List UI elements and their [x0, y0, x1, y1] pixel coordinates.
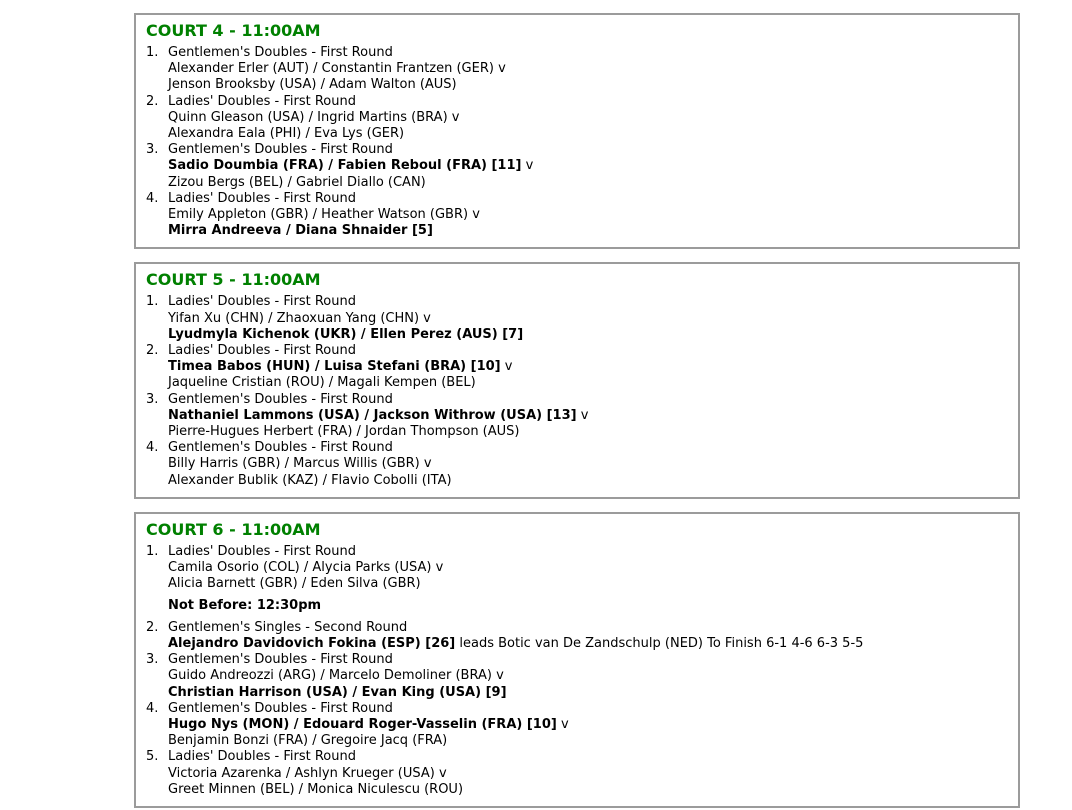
team-line	[168, 223, 1008, 239]
match-number: 1.	[146, 45, 159, 60]
team-text: v	[576, 407, 589, 423]
match-listing	[146, 440, 1008, 489]
match-event: Gentlemen's Doubles - First Round	[168, 391, 393, 407]
match-number: 3.	[146, 652, 159, 668]
court-box-4	[134, 13, 1020, 249]
team-line	[168, 782, 1008, 798]
seeded-team: Lyudmyla Kichenok (UKR) / Ellen Perez (AUS) [7]	[168, 326, 524, 342]
not-before-note: Not Before: 12:30pm	[168, 598, 322, 614]
match-number: 4.	[146, 190, 159, 206]
team-line	[168, 207, 1008, 223]
match-event: Gentlemen's Doubles - First Round	[168, 700, 393, 716]
team-line	[168, 560, 1008, 576]
match-number: 1.	[146, 543, 159, 559]
team-line	[168, 61, 1008, 77]
match-event: Gentlemen's Doubles - First Round	[168, 652, 393, 668]
team-line	[168, 766, 1008, 782]
seeded-team: Nathaniel Lammons (USA) / Jackson Withrow (USA) [13]	[168, 407, 577, 423]
match-number: 5.	[146, 749, 159, 765]
match-event: Ladies' Doubles - First Round	[168, 190, 356, 206]
match-number: 2.	[146, 619, 159, 635]
team-text: Benjamin Bonzi (FRA) / Gregoire Jacq (FRA)	[168, 733, 448, 749]
match-number: 4.	[146, 700, 159, 716]
team-line	[168, 327, 1008, 343]
court-box-6	[134, 512, 1020, 808]
match-listing	[146, 620, 1008, 652]
match-event: Gentlemen's Doubles - First Round	[168, 440, 393, 456]
team-line	[168, 77, 1008, 93]
team-text: Yifan Xu (CHN) / Zhaoxuan Yang (CHN) v	[168, 310, 431, 326]
match-event: Gentlemen's Doubles - First Round	[168, 45, 393, 60]
match-number: 3.	[146, 391, 159, 407]
seeded-team: Christian Harrison (USA) / Evan King (USA) [9]	[168, 684, 507, 700]
match-listing	[146, 749, 1008, 798]
team-line	[168, 456, 1008, 472]
match-listing	[146, 544, 1008, 620]
team-text: Zizou Bergs (BEL) / Gabriel Diallo (CAN)	[168, 174, 426, 190]
team-text: Emily Appleton (GBR) / Heather Watson (GBR) v	[168, 207, 480, 223]
seeded-team: Timea Babos (HUN) / Luisa Stefani (BRA) [10]	[168, 359, 501, 375]
match-number: 3.	[146, 142, 159, 158]
team-line	[168, 576, 1008, 592]
team-text: Victoria Azarenka / Ashlyn Krueger (USA) v	[168, 765, 447, 781]
match-listing	[146, 652, 1008, 701]
seeded-team: Sadio Doumbia (FRA) / Fabien Reboul (FRA) [11]	[168, 158, 522, 174]
court-header: COURT 4 - 11:00AM	[146, 21, 321, 40]
team-text: v	[500, 359, 513, 375]
team-line	[168, 717, 1008, 733]
court-header: COURT 5 - 11:00AM	[146, 270, 321, 290]
seeded-team: Mirra Andreeva / Diana Shnaider [5]	[168, 223, 433, 239]
match-number: 2.	[146, 343, 159, 359]
team-line	[168, 473, 1008, 489]
team-line	[168, 733, 1008, 749]
match-event: Gentlemen's Doubles - First Round	[168, 142, 393, 158]
team-text: leads Botic van De Zandschulp (NED) To Finish 6-1 4-6 6-3 5-5	[455, 635, 864, 651]
team-line	[168, 158, 1008, 174]
match-event: Ladies' Doubles - First Round	[168, 93, 356, 109]
team-line	[168, 311, 1008, 327]
match-listing	[146, 45, 1008, 94]
team-text: Alexander Erler (AUT) / Constantin Frantzen (GER) v	[168, 61, 506, 77]
match-number: 4.	[146, 440, 159, 456]
team-text: Greet Minnen (BEL) / Monica Niculescu (ROU)	[168, 781, 464, 797]
match-number: 1.	[146, 294, 159, 310]
team-text: v	[556, 716, 569, 732]
team-line	[168, 359, 1008, 375]
team-text: Billy Harris (GBR) / Marcus Willis (GBR) v	[168, 456, 432, 472]
team-text: Jenson Brooksby (USA) / Adam Walton (AUS)	[168, 77, 457, 93]
match-event: Ladies' Doubles - First Round	[168, 749, 356, 765]
match-listing	[146, 392, 1008, 441]
match-event: Ladies' Doubles - First Round	[168, 343, 356, 359]
team-line	[168, 175, 1008, 191]
match-listing	[146, 142, 1008, 191]
team-line	[168, 375, 1008, 391]
team-line	[168, 668, 1008, 684]
court-box-5	[134, 262, 1020, 498]
team-text: Alicia Barnett (GBR) / Eden Silva (GBR)	[168, 576, 421, 592]
team-text: v	[521, 158, 534, 174]
match-number: 2.	[146, 93, 159, 109]
team-text: Guido Andreozzi (ARG) / Marcelo Demoliner (BRA) v	[168, 668, 504, 684]
team-line	[168, 110, 1008, 126]
team-line	[168, 636, 1008, 652]
team-line	[168, 424, 1008, 440]
team-text: Pierre-Hugues Herbert (FRA) / Jordan Thompson (AUS)	[168, 424, 520, 440]
match-listing	[146, 701, 1008, 750]
team-text: Quinn Gleason (USA) / Ingrid Martins (BRA) v	[168, 109, 460, 125]
team-line	[168, 408, 1008, 424]
match-listing	[146, 343, 1008, 392]
seeded-team: Hugo Nys (MON) / Edouard Roger-Vasselin (FRA) [10]	[168, 716, 557, 732]
team-line	[168, 685, 1008, 701]
match-listing	[146, 94, 1008, 143]
seeded-team: Alejandro Davidovich Fokina (ESP) [26]	[168, 635, 456, 651]
match-event: Ladies' Doubles - First Round	[168, 543, 356, 559]
match-event: Gentlemen's Singles - Second Round	[168, 619, 408, 635]
team-text: Alexander Bublik (KAZ) / Flavio Cobolli (ITA)	[168, 472, 452, 488]
match-event: Ladies' Doubles - First Round	[168, 294, 356, 310]
court-header: COURT 6 - 11:00AM	[146, 519, 321, 539]
match-listing	[146, 191, 1008, 240]
match-listing	[146, 294, 1008, 343]
team-text: Alexandra Eala (PHI) / Eva Lys (GER)	[168, 126, 405, 142]
team-text: Camila Osorio (COL) / Alycia Parks (USA) v	[168, 560, 444, 576]
team-text: Jaqueline Cristian (ROU) / Magali Kempen (BEL)	[168, 375, 476, 391]
team-line	[168, 126, 1008, 142]
